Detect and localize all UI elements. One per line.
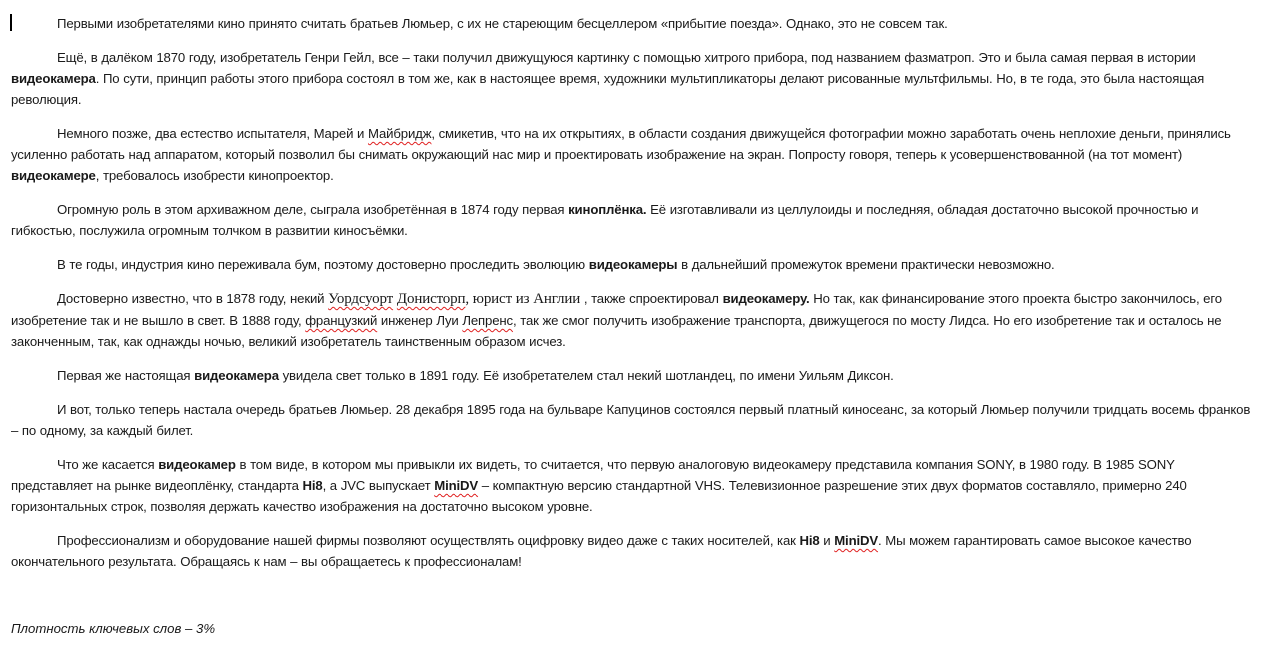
text-run: Огромную роль в этом архиважном деле, сыграла изобретённая в 1874 году первая [57,202,569,217]
paragraph-7 [11,365,1253,386]
misspelled-word[interactable]: Лепренс [462,313,513,328]
keyword: видеокамер [158,457,236,472]
text-run: , юрист из Англии [465,291,581,307]
text-run: И вот, только теперь настала очередь братьев Люмьер. 28 декабря 1895 года на бульваре Капуцинов состоялся первый платный киносеанс, за который Люмьер получили тридцать восемь франков – по одному, за каждый билет. [11,402,1251,438]
text-run: , смикетив, что на их открытиях, в области создания движущейся фотографии можно заработать очень неплохие деньги, принялись усиленно работать над аппаратом, который позволил бы снимать окружающий нас мир и проектировать изображение на экран. Попросту говоря, теперь к усовершенствованной (на тот момент) [11,126,1231,162]
keyword: Hi8 [302,478,323,493]
keyword-density-note: Плотность ключевых слов – 3% [11,621,216,636]
text-run: В те годы, индустрия кино переживала бум, поэтому достоверно проследить эволюцию [57,257,589,272]
text-run: , также спроектировал [580,291,723,306]
paragraph-1 [11,13,1253,34]
keyword: Hi8 [799,533,820,548]
keyword: видеокамера [194,368,279,383]
keyword: видеокамеру. [722,291,810,306]
text-run: увидела свет только в 1891 году. Её изобретателем стал некий шотландец, по имени Уильям Диксон. [278,368,894,383]
misspelled-keyword[interactable]: MiniDV [434,478,479,493]
paragraph-3 [11,123,1253,186]
paragraph-4 [11,199,1253,241]
text-run: Немного позже, два естество испытателя, Марей и [57,126,368,141]
paragraph-9 [11,454,1253,517]
keyword: видеокамера [11,71,96,86]
misspelled-word[interactable]: французкий [305,313,378,328]
text-run: в дальнейший промежуток времени практически невозможно. [677,257,1055,272]
paragraph-5 [11,254,1253,275]
text-run: . По сути, принцип работы этого прибора состоял в том же, как в настоящее время, художники мультипликаторы делают рисованные мультфильмы. Но, в те года, это была настоящая революция. [11,71,1205,107]
text-run: Что же касается [57,457,159,472]
text-run: Ещё, в далёком 1870 году, изобретатель Генри Гейл, все – таки получил движущуюся картинку с помощью хитрого прибора, под названием фазматроп. Это и была самая первая в истории [57,50,1196,65]
text-run: Её изготавливали из целлулоиды и последняя, обладая достаточно высокой прочностью и гибкостью, послужила огромным толчком в развитии киносъёмки. [11,202,1199,238]
text-run: Первыми изобретателями кино принято считать братьев Люмьер, с их не стареющим бесцеллером «прибытие поезда». Однако, это не совсем так. [57,16,948,31]
text-run: , так же смог получить изображение транспорта, движущегося по мосту Лидса. Но его изобретение так и осталось не законченным, так, как однажды ночью, великий изобретатель таинственным образом исчез. [11,313,1222,349]
paragraph-2 [11,47,1253,110]
misspelled-word[interactable]: Уордсуорт [328,291,394,307]
keyword: видеокамеры [588,257,678,272]
text-run: , а JVC выпускает [322,478,435,493]
text-run: в том виде, в котором мы привыкли их видеть, то считается, что первую аналоговую видеокамеру представила компания SONY, в 1980 году. В 1985 SONY представляет на рынке видеоплёнку, стандарта [11,457,1175,493]
paragraph-10 [11,530,1253,572]
text-run: Первая же настоящая [57,368,195,383]
misspelled-word[interactable]: Майбридж [367,126,432,141]
text-run: Профессионализм и оборудование нашей фирмы позволяют осуществлять оцифровку видео даже с таких носителей, как [57,533,800,548]
text-run: . Мы можем гарантировать самое высокое качество окончательного результата. Обращаясь к нам – вы обращаетесь к профессионалам! [11,533,1192,569]
misspelled-word[interactable]: Донисторп [396,291,466,307]
paragraph-8 [11,399,1253,441]
text-run: и [819,533,835,548]
misspelled-keyword[interactable]: MiniDV [834,533,879,548]
document-body[interactable] [11,13,1253,585]
paragraph-6 [11,288,1253,352]
text-run: инженер Луи [377,313,463,328]
text-run: Но так, как финансирование этого проекта быстро закончилось, его изобретение так и не вышло в свет. В 1888 году, [11,291,1222,328]
text-run: , требовалось изобрести кинопроектор. [95,168,334,183]
keyword: видеокамере [11,168,96,183]
text-run: – компактную версию стандартной VHS. Телевизионное разрешение этих двух форматов составляло, примерно 240 горизонтальных строк, позволяя держать качество изображения на достаточно высоком уровне. [11,478,1187,514]
keyword: киноплёнка. [568,202,647,217]
text-run: Достоверно известно, что в 1878 году, некий [57,291,329,306]
